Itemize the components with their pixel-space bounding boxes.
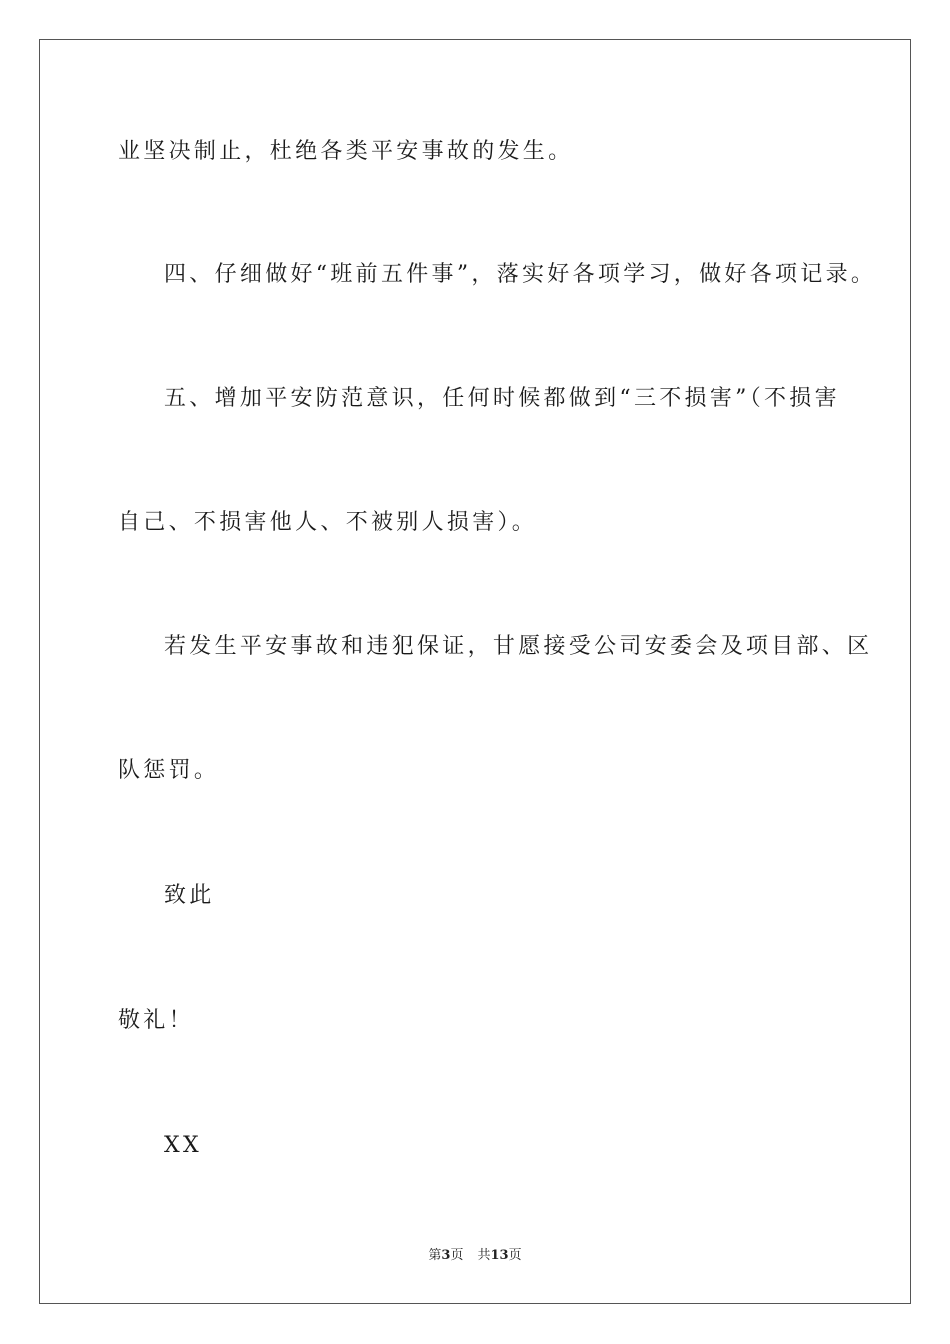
- footer-page-prefix: 第: [428, 1248, 442, 1263]
- paragraph-line-5: 若发生平安事故和违犯保证，甘愿接受公司安委会及项目部、区: [164, 634, 873, 659]
- footer-total-suffix: 页: [508, 1248, 522, 1263]
- footer-total-prefix: 共: [477, 1248, 491, 1263]
- footer-page-suffix: 页: [450, 1248, 464, 1263]
- salutation: 敬礼！: [118, 1008, 194, 1033]
- closing-phrase: 致此: [164, 883, 215, 908]
- page-footer: [0, 1247, 950, 1265]
- footer-page-number: 3: [441, 1248, 451, 1263]
- paragraph-line-2: 四、仔细做好“班前五件事”，落实好各项学习，做好各项记录。: [164, 262, 877, 287]
- paragraph-line-6: 队惩罚。: [118, 758, 220, 783]
- signature: XX: [164, 1133, 202, 1158]
- page-border: [39, 39, 911, 1304]
- footer-total-pages: 13: [490, 1248, 509, 1263]
- paragraph-line-3: 五、增加平安防范意识，任何时候都做到“三不损害”（不损害: [164, 386, 840, 411]
- paragraph-line-4: 自己、不损害他人、不被别人损害）。: [118, 510, 538, 535]
- paragraph-line-1: 业坚决制止，杜绝各类平安事故的发生。: [118, 139, 574, 164]
